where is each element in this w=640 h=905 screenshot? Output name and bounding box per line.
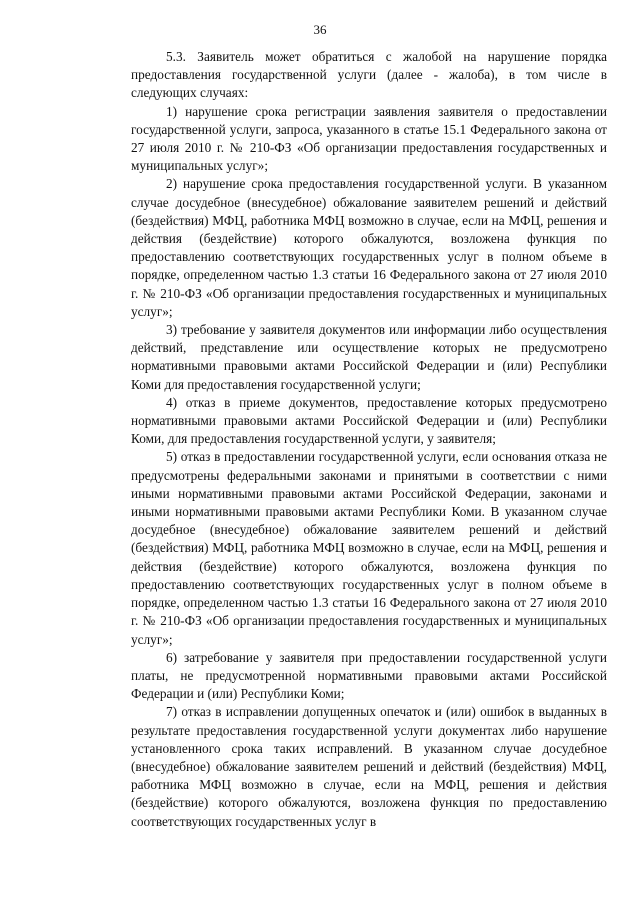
page-number: 36 xyxy=(313,22,327,37)
list-item-1: 1) нарушение срока регистрации заявления заявителя о предоставлении государственной услуги, запроса, указанного в статье 15.1 Федерального закона от 27 июля 2010 г. № 210-ФЗ «Об организации предоставления государственных и муниципальных услуг»; xyxy=(131,103,607,174)
list-item-4: 4) отказ в приеме документов, предоставление которых предусмотрено нормативными правовыми актами Российской Федерации и (или) Республики Коми, для предоставления государственной услуги, у заявителя; xyxy=(131,394,607,447)
list-item-3: 3) требование у заявителя документов или информации либо осуществления действий, представление или осуществление которых не предусмотрено нормативными правовыми актами Российской Федерации и (или) Республики Коми для предоставления государственной услуги; xyxy=(131,322,607,392)
list-item-5: 5) отказ в предоставлении государственной услуги, если основания отказа не предусмотрены федеральными законами и принятыми в соответствии с ними иными нормативными правовыми актами Российской Федерации, законами и иными нормативными правовыми актами Республики Коми. В указанном случае досудебное (внесудебное) обжалование заявителем решений и действий (бездействия) МФЦ, работника МФЦ возможно в случае, если на МФЦ, решения и действия (бездействие) которого обжалуются, возложена функция по предоставлению соответствующих государственных услуг в полном объеме в порядке, определенном частью 1.3 статьи 16 Федерального закона от 27 июля 2010 г. № 210-ФЗ «Об организации предоставления государственных и муниципальных услуг»; xyxy=(131,449,607,647)
document-body xyxy=(131,48,607,831)
list-item-2: 2) нарушение срока предоставления государственной услуги. В указанном случае досудебное (внесудебное) обжалование заявителем решений и действий (бездействия) МФЦ, работника МФЦ возможно в случае, если на МФЦ, решения и действия (бездействие) которого обжалуются, возложена функция по предоставлению соответствующих государственных услуг в полном объеме в порядке, определенном частью 1.3 статьи 16 Федерального закона от 27 июля 2010 г. № 210-ФЗ «Об организации предоставления государственных и муниципальных услуг»; xyxy=(131,176,607,319)
paragraph-5-3-intro: 5.3. Заявитель может обратиться с жалобой на нарушение порядка предоставления государственной услуги (далее - жалоба), в том числе в следующих случаях: xyxy=(131,49,607,101)
list-item-6: 6) затребование у заявителя при предоставлении государственной услуги платы, не предусмотренной нормативными правовыми актами Российской Федерации и (или) Республики Коми; xyxy=(131,649,607,702)
list-item-7: 7) отказ в исправлении допущенных опечаток и (или) ошибок в выданных в результате предоставления государственной услуги документах либо нарушение установленного срока таких исправлений. В указанном случае досудебное (внесудебное) обжалование заявителем решений и действий (бездействия) МФЦ, работника МФЦ возможно в случае, если на МФЦ, решения и действия (бездействие) которого обжалуются, возложена функция по предоставлению соответствующих государственных услуг в xyxy=(131,704,607,829)
